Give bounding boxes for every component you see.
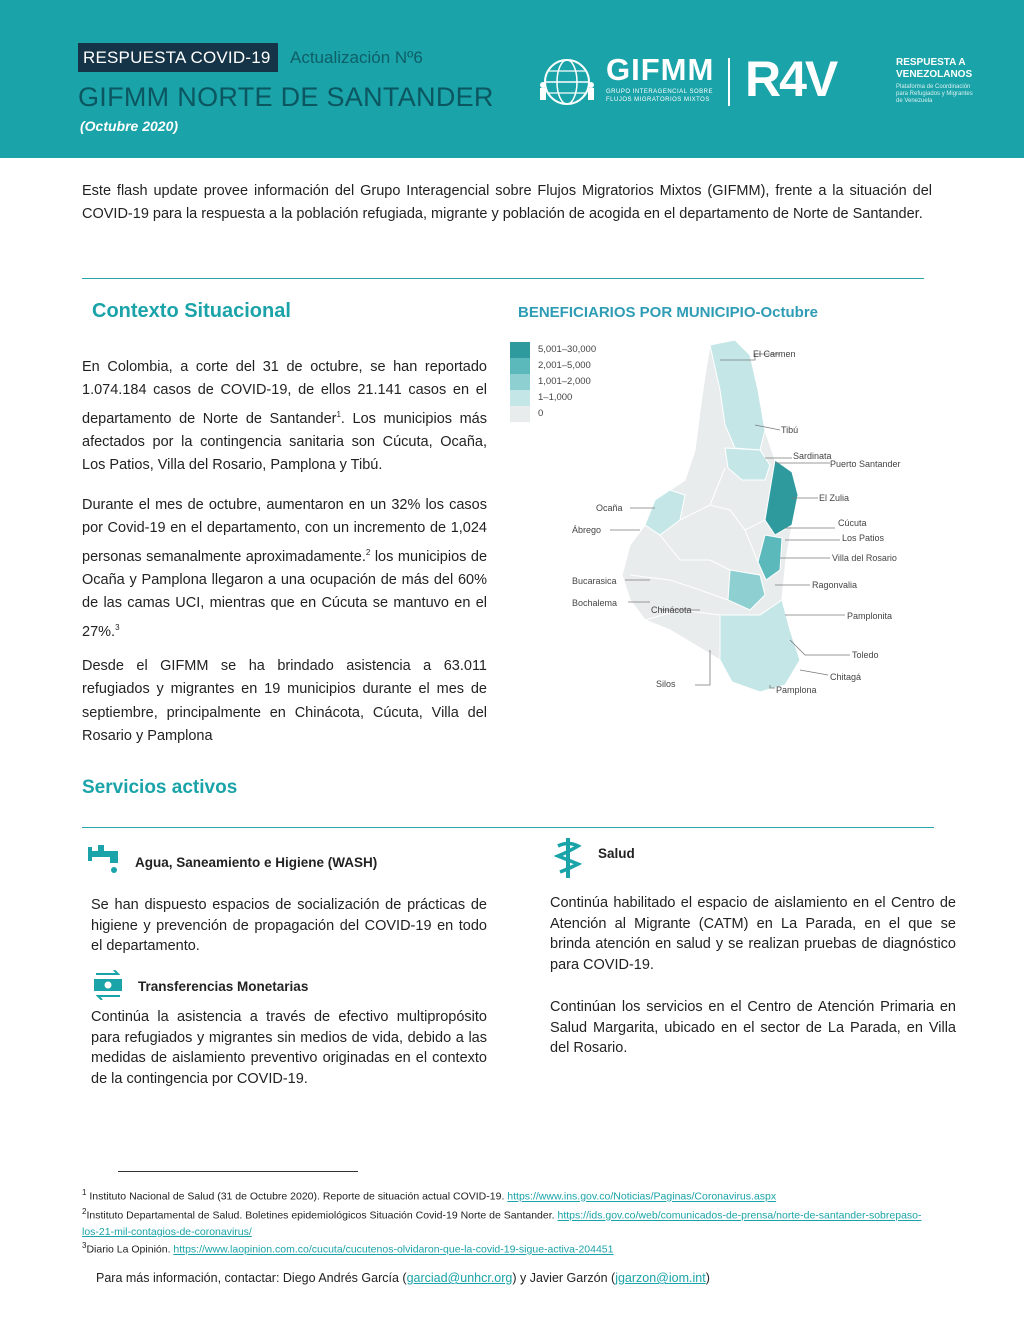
map-label-sardinata: Sardinata — [793, 451, 832, 461]
footnote-link-2[interactable]: https://ids.gov.co/web/comunicados-de-prensa/norte-de-santander-sobrepaso-los-21-mil-contagios-de-coronavirus/ — [82, 1209, 922, 1238]
intro-paragraph: Este flash update provee información del Grupo Interagencial sobre Flujos Migratorios Mixtos (GIFMM), frente a la situación del COVID-19 para la respuesta a la población refugiada, migrante y población de acogida en el departamento de Norte de Santander. — [82, 183, 932, 222]
contact-middle: ) y Javier Garzón ( — [512, 1271, 616, 1285]
water-tap-icon — [88, 845, 122, 875]
footnote-1 — [82, 1185, 932, 1205]
legend-label: 0 — [538, 408, 544, 419]
legend-swatch — [510, 374, 530, 390]
section-divider — [82, 827, 934, 828]
contact-line — [96, 1271, 710, 1285]
map-label-bochalema: Bochalema — [572, 598, 618, 608]
p2-text-b: los municipios de Ocaña y Pamplona llegaron a una ocupación de más del 60% de las camas UCI, mientras que en Cúcuta se mantuvo en el 27%. — [82, 548, 488, 640]
health-caduceus-icon — [554, 838, 582, 878]
legend-swatch — [510, 390, 530, 406]
municipality-map — [560, 330, 920, 700]
cash-transfer-icon — [92, 970, 124, 1000]
footnote-text: Instituto Nacional de Salud (31 de Octubre 2020). Reporte de situación actual COVID-19. — [89, 1190, 508, 1203]
legend-swatch — [510, 342, 530, 358]
r4v-title-line1: RESPUESTA A — [896, 57, 966, 68]
map-label-chinacota: Chinácota — [651, 605, 692, 615]
contexto-paragraph-3: Desde el GIFMM se ha brindado asistencia a 63.011 refugiados y migrantes en 19 municipios durante el mes de septiembre, principalmente en Chinácota, Cúcuta, Villa del Rosario y Pamplona — [82, 658, 487, 745]
report-date: (Octubre 2020) — [80, 118, 179, 134]
legend-label: 1–1,000 — [538, 392, 573, 403]
map-label-pamplona: Pamplona — [776, 685, 817, 695]
page-title: GIFMM NORTE DE SANTANDER — [78, 82, 494, 112]
gifmm-logo: GIFMM — [606, 52, 715, 87]
salud-text-1: Continúa habilitado el espacio de aislamiento en el Centro de Atención al Migrante (CATM) en La Parada, en el que se brinda atención en salud y se realizan pruebas de diagnóstico para COVID-19. — [550, 895, 956, 973]
p1-text-a: En Colombia, a corte del 31 de octubre, se han reportado 1.074.184 casos de COVID-19, de ellos 21.141 casos en el departamento de Norte de Santander — [82, 359, 487, 427]
map-label-tibu: Tibú — [781, 425, 799, 435]
p1-text-b: . Los municipios más afectados por la contingencia sanitaria son Cúcuta, Ocaña, Los Patios, Villa del Rosario, Pamplona y Tibú. — [82, 410, 487, 474]
tm-text: Continúa la asistencia a través de efectivo multipropósito para refugiados y migrantes sin medios de vida, debido a las medidas de aislamiento preventivo originadas en el contexto de la contingencia por COVID-19. — [91, 1009, 487, 1087]
footnote-text: Diario La Opinión. — [86, 1243, 174, 1256]
legend-label: 5,001–30,000 — [538, 344, 597, 355]
map-title: BENEFICIARIOS POR MUNICIPIO-Octubre — [518, 304, 819, 321]
map-label-silos: Silos — [656, 679, 676, 689]
footnote-number: 3 — [82, 1241, 87, 1250]
p2-text-a: Durante el mes de octubre, aumentaron en un 32% los casos por Covid-19 en el departamento, con un incremento de 1,024 personas semanalmente aproximadamente. — [82, 497, 487, 565]
map-label-villa-rosario: Villa del Rosario — [832, 553, 897, 563]
map-label-chitaga: Chitagá — [830, 672, 862, 682]
footnote-2 — [82, 1204, 932, 1240]
tm-title: Transferencias Monetarias — [138, 979, 309, 994]
section-divider — [82, 278, 924, 279]
salud-text-2: Continúan los servicios en el Centro de Atención Primaria en Salud Margarita, ubicado en el sector de La Parada, en Villa del Rosario. — [550, 999, 956, 1056]
gifmm-globe-icon — [535, 55, 599, 109]
legend-swatch — [510, 406, 530, 422]
map-label-bucarasica: Bucarasica — [572, 576, 617, 586]
footnote-link-1[interactable]: https://www.ins.gov.co/Noticias/Paginas/Coronavirus.aspx — [507, 1190, 777, 1203]
map-label-ragonvalia: Ragonvalia — [812, 580, 858, 590]
map-label-pamplonita: Pamplonita — [847, 611, 893, 621]
footnote-3 — [82, 1238, 932, 1258]
map-label-cucuta: Cúcuta — [838, 518, 867, 528]
servicios-heading: Servicios activos — [82, 777, 238, 798]
footnote-divider — [118, 1171, 358, 1172]
contexto-heading: Contexto Situacional — [92, 300, 291, 322]
logo-divider — [728, 58, 730, 106]
email-link-garcia[interactable]: garciad@unhcr.org — [406, 1271, 513, 1285]
footnote-number: 2 — [82, 1207, 87, 1216]
wash-text: Se han dispuesto espacios de socialización de prácticas de higiene y prevención de propagación del COVID-19 en todo el departamento. — [91, 897, 487, 954]
header-banner — [0, 0, 1024, 158]
r4v-subtitle: Plataforma de Coordinación para Refugiados y Migrantes de Venezuela — [896, 84, 973, 104]
map-label-abrego: Ábrego — [572, 525, 602, 535]
email-link-garzon[interactable]: jgarzon@iom.int — [615, 1271, 706, 1285]
map-label-ocana: Ocaña — [596, 503, 623, 513]
contact-prefix: Para más información, contactar: Diego Andrés García ( — [96, 1271, 407, 1285]
response-tag: RESPUESTA COVID-19 — [78, 43, 278, 72]
legend-swatch — [510, 358, 530, 374]
contexto-paragraph-2 — [82, 494, 487, 644]
footnote-ref-3[interactable]: 3 — [115, 622, 120, 632]
map-label-los-patios: Los Patios — [842, 533, 885, 543]
map-label-toledo: Toledo — [852, 650, 879, 660]
map-label-el-zulia: El Zulia — [819, 493, 850, 503]
map-label-puerto-santander: Puerto Santander — [830, 459, 901, 469]
gifmm-subtitle: GRUPO INTERAGENCIAL SOBRE FLUJOS MIGRATORIOS MIXTOS — [606, 89, 713, 103]
legend-label: 2,001–5,000 — [538, 360, 591, 371]
update-number: Actualización Nº6 — [290, 48, 423, 67]
footnote-text: Instituto Departamental de Salud. Boletines epidemiológicos Situación Covid-19 Norte de Santander. — [86, 1209, 558, 1222]
footnote-ref-2[interactable]: 2 — [365, 547, 371, 557]
salud-title: Salud — [598, 846, 635, 861]
contexto-paragraph-1 — [82, 356, 487, 478]
legend-label: 1,001–2,000 — [538, 376, 591, 387]
wash-title: Agua, Saneamiento e Higiene (WASH) — [135, 855, 378, 870]
footnote-number: 1 — [82, 1188, 87, 1197]
map-label-el-carmen: El Carmen — [753, 349, 796, 359]
footnote-ref-1[interactable]: 1 — [336, 409, 341, 419]
r4v-logo: R4V — [745, 51, 837, 107]
footnote-link-3[interactable]: https://www.laopinion.com.co/cucuta/cucutenos-olvidaron-que-la-covid-19-sigue-activa-204451 — [173, 1243, 614, 1256]
r4v-title-line2: VENEZOLANOS — [896, 69, 973, 80]
contact-suffix: ) — [705, 1271, 710, 1285]
r4v-title — [896, 57, 972, 81]
